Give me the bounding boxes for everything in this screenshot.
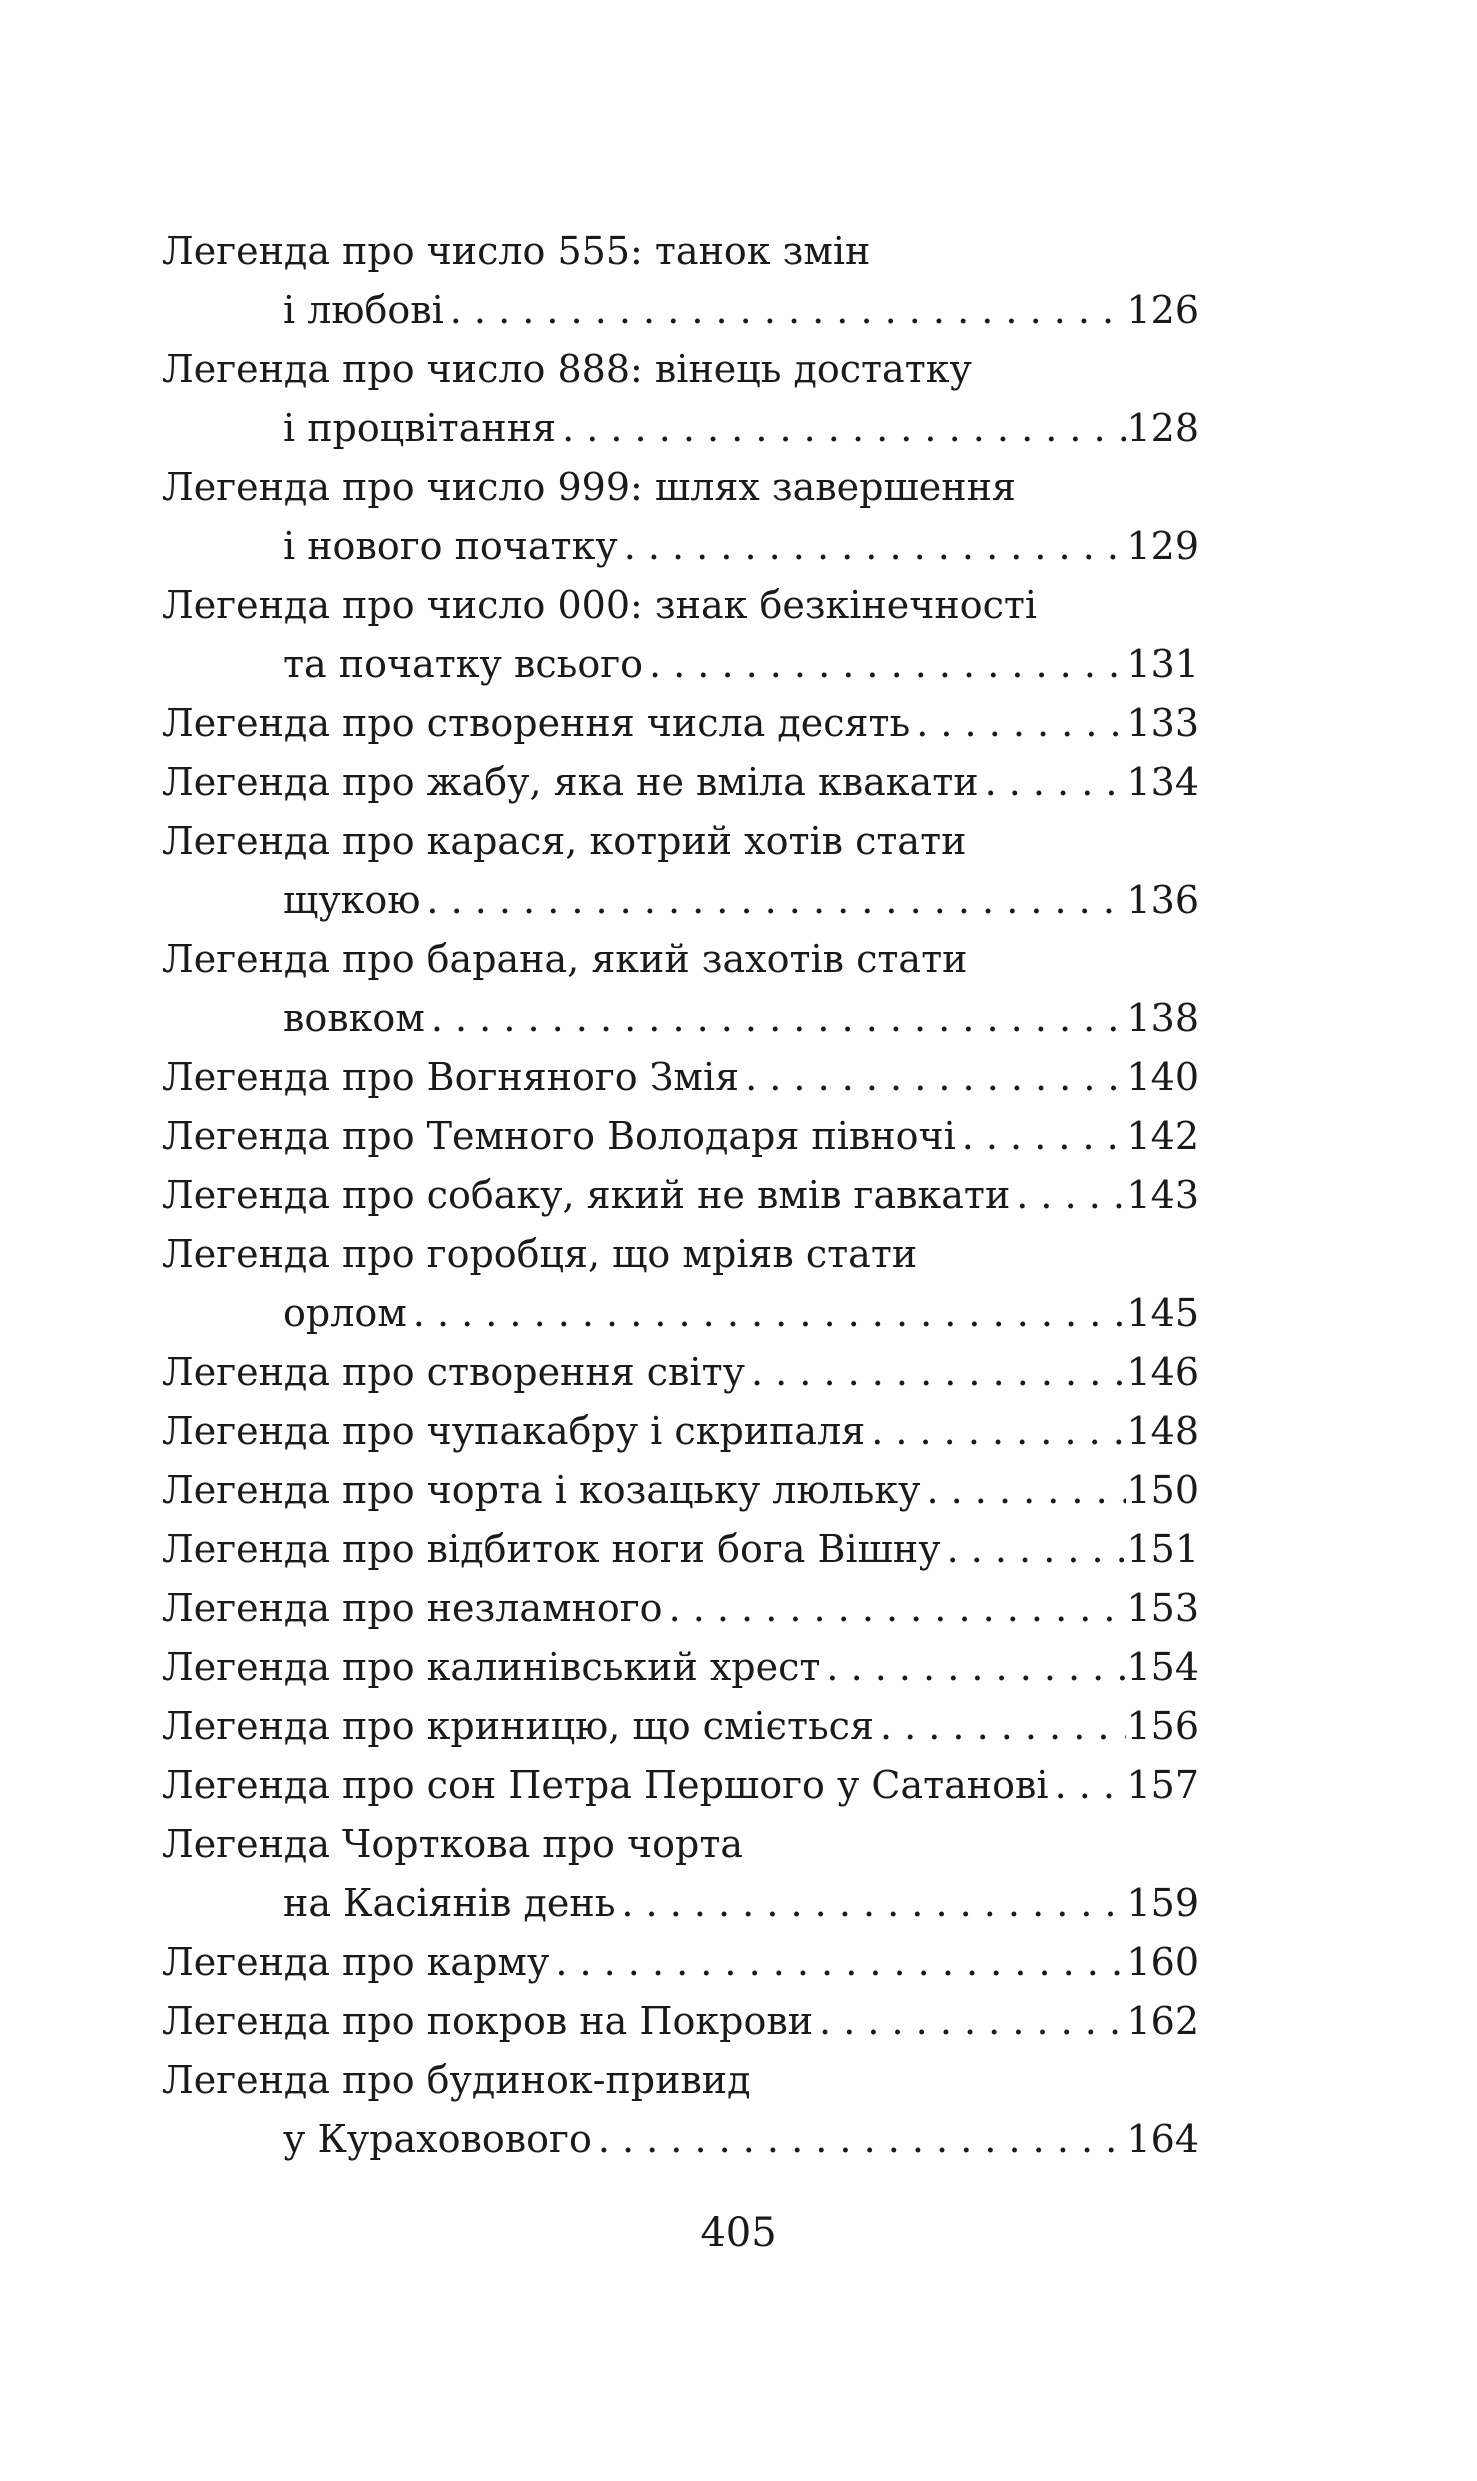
toc-entry-title: Легенда про собаку, який не вмів гавкати	[162, 1173, 1011, 1217]
toc-entry-title: Легенда про сон Петра Першого у Сатанові	[162, 1763, 1049, 1807]
toc-entry-line	[162, 930, 1199, 989]
toc-entry-page: 148	[1126, 1409, 1199, 1453]
toc-entry-page: 153	[1126, 1586, 1199, 1630]
toc-entry-page: 128	[1126, 406, 1199, 450]
toc-entry-title: Легенда про карму	[162, 1940, 550, 1984]
dot-leader	[820, 1638, 1126, 1697]
toc-entry-title: Легенда про відбиток ноги бога Вішну	[162, 1527, 941, 1571]
toc-entry-title: Легенда про покров на Покрови	[162, 1999, 814, 2043]
toc-entry-title: Легенда про число 999: шлях завершення	[162, 465, 1016, 509]
toc-entry-page: 150	[1126, 1468, 1199, 1512]
toc-entry-title: Легенда про калинівський хрест	[162, 1645, 821, 1689]
toc-entry-title: Легенда про горобця, що мріяв стати	[162, 1232, 918, 1276]
dot-leader	[407, 1284, 1127, 1343]
toc-entry-title: Легенда про створення світу	[162, 1350, 745, 1394]
toc-entry	[162, 1225, 1199, 1343]
toc-entry	[162, 576, 1199, 694]
toc-entry-line	[162, 2051, 1199, 2110]
toc-entry-line	[162, 1048, 1199, 1107]
toc-entry	[162, 1579, 1199, 1638]
dot-leader	[663, 1579, 1127, 1638]
toc-entry-page: 138	[1126, 996, 1199, 1040]
toc-entry-title-continuation: у Кураховового	[283, 2117, 592, 2161]
toc-entry	[162, 753, 1199, 812]
dot-leader	[745, 1343, 1126, 1402]
toc-entry	[162, 1461, 1199, 1520]
toc-entry	[162, 1343, 1199, 1402]
toc-entry-line	[162, 458, 1199, 517]
toc-entry-line	[162, 1225, 1199, 1284]
dot-leader	[425, 989, 1127, 1048]
toc-entry-line	[162, 989, 1199, 1048]
toc-entry-page: 159	[1126, 1881, 1199, 1925]
toc-entry-line	[162, 576, 1199, 635]
toc-entry-page: 164	[1126, 2117, 1199, 2161]
toc-entry-page: 129	[1126, 524, 1199, 568]
toc-entry-page: 145	[1126, 1291, 1199, 1335]
toc-entry-title: Легенда про криницю, що сміється	[162, 1704, 874, 1748]
toc-entry-line	[162, 1756, 1199, 1815]
toc-entry	[162, 1048, 1199, 1107]
dot-leader	[739, 1048, 1126, 1107]
toc-entry-line	[162, 1402, 1199, 1461]
toc-entry-title-continuation: на Касіянів день	[283, 1881, 616, 1925]
toc-entry-page: 133	[1126, 701, 1199, 745]
toc-entry	[162, 694, 1199, 753]
toc-entry-title: Легенда про карася, котрий хотів стати	[162, 819, 967, 863]
toc-entry	[162, 1756, 1199, 1815]
toc-entry-page: 131	[1126, 642, 1199, 686]
toc-entry-title: Легенда про число 000: знак безкінечності	[162, 583, 1038, 627]
toc-entry-page: 156	[1126, 1704, 1199, 1748]
table-of-contents	[162, 222, 1199, 2169]
dot-leader	[941, 1520, 1127, 1579]
toc-entry	[162, 1520, 1199, 1579]
toc-entry-line	[162, 1697, 1199, 1756]
dot-leader	[556, 399, 1126, 458]
toc-entry-title: Легенда про число 555: танок змін	[162, 229, 871, 273]
toc-entry-title: Легенда про створення числа десять	[162, 701, 911, 745]
toc-entry-title: Легенда про Вогняного Змія	[162, 1055, 740, 1099]
toc-entry-line	[162, 1579, 1199, 1638]
toc-entry-line	[162, 399, 1199, 458]
toc-entry-line	[162, 2110, 1199, 2169]
toc-entry-page: 142	[1126, 1114, 1199, 1158]
toc-entry-line	[162, 1992, 1199, 2051]
dot-leader	[920, 1461, 1126, 1520]
toc-entry-line	[162, 1933, 1199, 1992]
toc-entry-page: 136	[1126, 878, 1199, 922]
dot-leader	[420, 871, 1126, 930]
toc-entry-title: Легенда про будинок-привид	[162, 2058, 751, 2102]
toc-entry-title-continuation: і процвітання	[283, 406, 557, 450]
dot-leader	[549, 1933, 1126, 1992]
toc-entry-title: Легенда Чорткова про чорта	[162, 1822, 744, 1866]
page-number: 405	[700, 2210, 777, 2256]
toc-entry-line	[162, 1874, 1199, 1933]
toc-entry	[162, 1107, 1199, 1166]
dot-leader	[592, 2110, 1127, 2169]
toc-entry-title-continuation: орлом	[283, 1291, 407, 1335]
toc-entry-title: Легенда про Темного Володаря півночі	[162, 1114, 956, 1158]
toc-entry-page: 143	[1126, 1173, 1199, 1217]
toc-entry-page: 162	[1126, 1999, 1199, 2043]
toc-entry-title-continuation: вовком	[283, 996, 425, 1040]
dot-leader	[865, 1402, 1126, 1461]
toc-entry-line	[162, 281, 1199, 340]
toc-entry	[162, 1697, 1199, 1756]
toc-entry	[162, 1933, 1199, 1992]
toc-entry-page: 126	[1126, 288, 1199, 332]
toc-entry-line	[162, 812, 1199, 871]
dot-leader	[1010, 1166, 1126, 1225]
dot-leader	[643, 635, 1126, 694]
dot-leader	[813, 1992, 1126, 2051]
toc-entry	[162, 1992, 1199, 2051]
toc-entry-page: 160	[1126, 1940, 1199, 1984]
toc-entry	[162, 930, 1199, 1048]
dot-leader	[910, 694, 1126, 753]
toc-entry-page: 134	[1126, 760, 1199, 804]
toc-entry-line	[162, 340, 1199, 399]
toc-entry-page: 146	[1126, 1350, 1199, 1394]
toc-entry-line	[162, 694, 1199, 753]
toc-entry-title: Легенда про барана, який захотів стати	[162, 937, 968, 981]
dot-leader	[979, 753, 1127, 812]
toc-entry-line	[162, 753, 1199, 812]
toc-entry	[162, 1166, 1199, 1225]
toc-entry	[162, 1815, 1199, 1933]
toc-entry-page: 157	[1126, 1763, 1199, 1807]
dot-leader	[444, 281, 1127, 340]
toc-entry-title-continuation: і любові	[283, 288, 444, 332]
toc-entry	[162, 1402, 1199, 1461]
toc-entry-line	[162, 1638, 1199, 1697]
toc-entry-page: 140	[1126, 1055, 1199, 1099]
dot-leader	[618, 517, 1127, 576]
toc-entry-line	[162, 1284, 1199, 1343]
toc-entry-line	[162, 871, 1199, 930]
dot-leader	[1049, 1756, 1127, 1815]
toc-entry-line	[162, 1815, 1199, 1874]
toc-entry-line	[162, 517, 1199, 576]
toc-entry	[162, 1638, 1199, 1697]
toc-entry-title-continuation: щукою	[283, 878, 421, 922]
toc-entry-title: Легенда про число 888: вінець достатку	[162, 347, 972, 391]
toc-entry-line	[162, 222, 1199, 281]
toc-entry	[162, 458, 1199, 576]
toc-entry-line	[162, 1461, 1199, 1520]
toc-entry-page: 154	[1126, 1645, 1199, 1689]
toc-entry-line	[162, 1343, 1199, 1402]
toc-entry-line	[162, 635, 1199, 694]
toc-entry-title: Легенда про жабу, яка не вміла квакати	[162, 760, 979, 804]
toc-entry-title: Легенда про чорта і козацьку люльку	[162, 1468, 921, 1512]
toc-entry-title: Легенда про чупакабру і скрипаля	[162, 1409, 866, 1453]
toc-entry-title-continuation: та початку всього	[283, 642, 643, 686]
toc-entry-line	[162, 1520, 1199, 1579]
toc-entry	[162, 340, 1199, 458]
dot-leader	[956, 1107, 1127, 1166]
toc-entry-line	[162, 1166, 1199, 1225]
toc-entry-title-continuation: і нового початку	[283, 524, 618, 568]
toc-entry	[162, 812, 1199, 930]
dot-leader	[874, 1697, 1127, 1756]
toc-entry-line	[162, 1107, 1199, 1166]
toc-entry	[162, 2051, 1199, 2169]
toc-entry-title: Легенда про незламного	[162, 1586, 663, 1630]
dot-leader	[615, 1874, 1126, 1933]
toc-entry-page: 151	[1126, 1527, 1199, 1571]
toc-entry	[162, 222, 1199, 340]
